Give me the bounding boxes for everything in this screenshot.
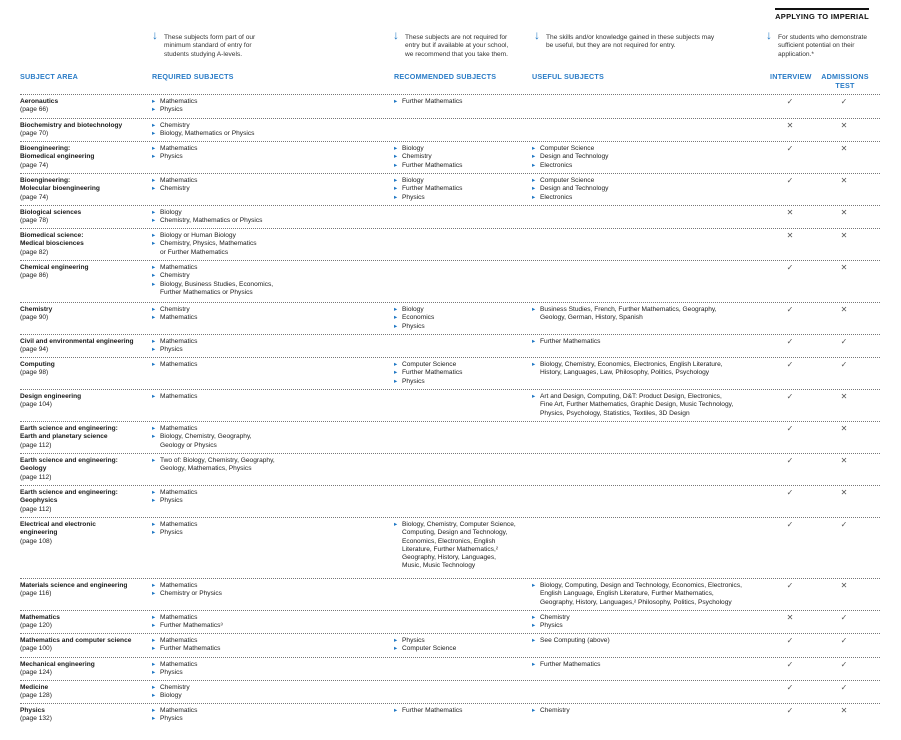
recommended-subjects-item: Economics, Electronics, English	[402, 537, 496, 545]
check-icon: ✓	[840, 683, 848, 692]
required-subjects-item: ▸ Mathematics	[152, 489, 384, 497]
check-icon: ✓	[786, 176, 794, 185]
subject-cell	[20, 177, 148, 202]
useful-subjects	[532, 177, 767, 202]
check-icon: ✓	[840, 660, 848, 669]
page-reference: (page 66)	[20, 106, 49, 114]
required-subjects	[152, 661, 384, 678]
note-interview: ↓ For students who demonstrate sufficient potential on their application.*	[766, 28, 868, 58]
required-subjects	[152, 457, 384, 474]
table-row	[20, 421, 880, 453]
table-row	[20, 485, 880, 517]
required-subjects	[152, 338, 384, 355]
required-subjects-item: ▸ Two of: Biology, Chemistry, Geography,	[152, 457, 384, 465]
subject-name: Aeronautics	[20, 98, 59, 105]
page-reference: (page 82)	[20, 248, 49, 256]
table-row	[20, 389, 880, 421]
recommended-subjects-item: Computing, Design and Technology,	[402, 529, 508, 537]
required-subjects-item: ▸ Further Mathematics	[152, 645, 384, 653]
recommended-subjects	[394, 521, 534, 571]
required-subjects-item: ▸ Biology, Business Studies, Economics,	[152, 281, 384, 289]
recommended-subjects-item: ▸ Biology	[394, 306, 534, 314]
cross-icon: ✕	[840, 305, 848, 314]
arrow-down-icon: ↓	[534, 28, 540, 42]
page-reference: (page 86)	[20, 272, 49, 280]
check-icon: ✓	[786, 488, 794, 497]
subject-cell	[20, 457, 148, 482]
subject-name: Computing	[20, 361, 55, 368]
required-subjects-item: ▸ Chemistry	[152, 122, 384, 130]
subject-cell	[20, 393, 148, 410]
useful-subjects	[532, 306, 767, 323]
recommended-subjects	[394, 306, 534, 331]
subject-name: Biomedical science:	[20, 232, 84, 239]
recommended-subjects-item: ▸ Physics	[394, 378, 534, 386]
table-row	[20, 703, 880, 727]
table-row	[20, 260, 880, 302]
recommended-subjects-item: ▸ Biology, Chemistry, Computer Science,	[394, 521, 534, 529]
useful-subjects-item: English Language, English Literature, Further Mathematics,	[540, 590, 714, 598]
header-interview: INTERVIEW	[770, 72, 812, 81]
required-subjects-item: ▸ Mathematics	[152, 145, 384, 153]
required-subjects-item: ▸ Mathematics	[152, 425, 384, 433]
required-subjects	[152, 209, 384, 226]
subject-name: Bioengineering:	[20, 177, 71, 184]
recommended-subjects-item: ▸ Biology	[394, 145, 534, 153]
required-subjects-item: ▸ Chemistry, Physics, Mathematics	[152, 240, 384, 248]
required-subjects	[152, 684, 384, 701]
required-subjects-item: ▸ Mathematics	[152, 98, 384, 106]
required-subjects-item: ▸ Further Mathematics³	[152, 622, 384, 630]
subject-cell	[20, 306, 148, 323]
recommended-subjects	[394, 145, 534, 170]
page-reference: (page 78)	[20, 217, 49, 225]
check-icon: ✓	[840, 360, 848, 369]
useful-subjects-item: ▸ Chemistry	[532, 614, 767, 622]
recommended-subjects-item: ▸ Further Mathematics	[394, 162, 534, 170]
arrow-down-icon: ↓	[766, 28, 772, 42]
cross-icon: ✕	[786, 121, 794, 130]
useful-subjects-item: ▸ Further Mathematics	[532, 338, 767, 346]
required-subjects-item: Geology, Mathematics, Physics	[160, 465, 252, 473]
cross-icon: ✕	[786, 208, 794, 217]
cross-icon: ✕	[840, 121, 848, 130]
table-row	[20, 302, 880, 334]
subject-cell	[20, 209, 148, 226]
required-subjects-item: ▸ Physics	[152, 715, 384, 723]
cross-icon: ✕	[786, 231, 794, 240]
required-subjects-item: ▸ Chemistry	[152, 306, 384, 314]
required-subjects-item: ▸ Physics	[152, 497, 384, 505]
subject-name: Geophysics	[20, 497, 58, 505]
required-subjects-item: ▸ Mathematics	[152, 582, 384, 590]
subject-cell	[20, 614, 148, 631]
check-icon: ✓	[786, 144, 794, 153]
page-reference: (page 90)	[20, 314, 49, 322]
required-subjects-item: ▸ Mathematics	[152, 361, 384, 369]
header-subject-area: SUBJECT AREA	[20, 72, 79, 81]
check-icon: ✓	[786, 520, 794, 529]
useful-subjects-item: ▸ Biology, Chemistry, Economics, Electronics, English Literature,	[532, 361, 767, 369]
useful-subjects-item: ▸ Business Studies, French, Further Mathematics, Geography,	[532, 306, 767, 314]
required-subjects-item: ▸ Chemistry	[152, 684, 384, 692]
cross-icon: ✕	[840, 581, 848, 590]
table-row	[20, 141, 880, 173]
useful-subjects-item: ▸ Chemistry	[532, 707, 767, 715]
required-subjects-item: ▸ Biology, Mathematics or Physics	[152, 130, 384, 138]
required-subjects-item: ▸ Mathematics	[152, 707, 384, 715]
required-subjects-item: or Further Mathematics	[160, 248, 229, 256]
table-row	[20, 94, 880, 118]
table-row	[20, 453, 880, 485]
subject-name: Geology	[20, 465, 47, 473]
required-subjects	[152, 614, 384, 631]
cross-icon: ✕	[840, 263, 848, 272]
required-subjects-item: ▸ Chemistry	[152, 272, 384, 280]
recommended-subjects-item: ▸ Further Mathematics	[394, 185, 534, 193]
subject-cell	[20, 521, 148, 546]
table-row	[20, 173, 880, 205]
required-subjects	[152, 98, 384, 115]
useful-subjects-item: ▸ Physics	[532, 622, 767, 630]
page-reference: (page 120)	[20, 622, 52, 630]
useful-subjects	[532, 393, 767, 418]
required-subjects	[152, 425, 384, 450]
cross-icon: ✕	[840, 424, 848, 433]
check-icon: ✓	[786, 636, 794, 645]
useful-subjects	[532, 145, 767, 170]
subject-name: Bioengineering:	[20, 145, 71, 152]
useful-subjects-item: Fine Art, Further Mathematics, Graphic Design, Music Technology,	[540, 401, 734, 409]
recommended-subjects-item: ▸ Computer Science	[394, 361, 534, 369]
subject-cell	[20, 232, 148, 257]
table-row	[20, 657, 880, 680]
useful-subjects-item: ▸ Art and Design, Computing, D&T: Product Design, Electronics,	[532, 393, 767, 401]
header-required: REQUIRED SUBJECTS	[152, 72, 234, 81]
table-row	[20, 118, 880, 141]
recommended-subjects-item: ▸ Further Mathematics	[394, 369, 534, 377]
subject-cell	[20, 582, 148, 599]
required-subjects-item: ▸ Mathematics	[152, 264, 384, 272]
required-subjects	[152, 361, 384, 369]
page-reference: (page 100)	[20, 645, 52, 653]
cross-icon: ✕	[786, 613, 794, 622]
required-subjects	[152, 145, 384, 162]
subject-cell	[20, 425, 148, 450]
subject-name: Biomedical engineering	[20, 153, 95, 161]
useful-subjects-item: ▸ Biology, Computing, Design and Technology, Economics, Electronics,	[532, 582, 767, 590]
recommended-subjects-item: Literature, Further Mathematics,²	[402, 545, 499, 553]
table-row	[20, 205, 880, 228]
subject-cell	[20, 361, 148, 378]
subject-cell	[20, 637, 148, 654]
subject-name: Medicine	[20, 684, 49, 691]
useful-subjects	[532, 582, 767, 607]
recommended-subjects-item: ▸ Biology	[394, 177, 534, 185]
subject-cell	[20, 338, 148, 355]
useful-subjects-item: ▸ Computer Science	[532, 145, 767, 153]
page-reference: (page 74)	[20, 193, 49, 201]
page-reference: (page 132)	[20, 715, 52, 723]
subject-name: Electrical and electronic	[20, 521, 96, 528]
check-icon: ✓	[840, 337, 848, 346]
page-reference: (page 70)	[20, 130, 49, 138]
recommended-subjects-item: Geography, History, Languages,	[402, 554, 496, 562]
recommended-subjects-item: Music, Music Technology	[402, 562, 476, 570]
page-reference: (page 94)	[20, 346, 49, 354]
required-subjects-item: ▸ Physics	[152, 106, 384, 114]
check-icon: ✓	[786, 706, 794, 715]
subject-name: Earth science and engineering:	[20, 425, 118, 432]
useful-subjects	[532, 614, 767, 631]
subject-name: Mathematics	[20, 614, 60, 621]
check-icon: ✓	[786, 581, 794, 590]
cross-icon: ✕	[840, 176, 848, 185]
subject-cell	[20, 145, 148, 170]
recommended-subjects-item: ▸ Further Mathematics	[394, 98, 534, 106]
subject-name: Mathematics and computer science	[20, 637, 132, 644]
required-subjects-item: ▸ Mathematics	[152, 177, 384, 185]
recommended-subjects	[394, 707, 534, 715]
required-subjects-item: ▸ Mathematics	[152, 393, 384, 401]
page-reference: (page 128)	[20, 692, 52, 700]
required-subjects	[152, 489, 384, 506]
recommended-subjects	[394, 177, 534, 202]
subject-cell	[20, 98, 148, 115]
table-row	[20, 228, 880, 260]
required-subjects-item: ▸ Mathematics	[152, 338, 384, 346]
required-subjects-item: ▸ Mathematics	[152, 521, 384, 529]
useful-subjects-item: History, Languages, Law, Philosophy, Politics, Psychology	[540, 369, 710, 377]
cross-icon: ✕	[840, 231, 848, 240]
required-subjects-item: ▸ Chemistry or Physics	[152, 590, 384, 598]
subject-name: Physics	[20, 707, 45, 714]
required-subjects-item: ▸ Mathematics	[152, 314, 384, 322]
recommended-subjects-item: ▸ Computer Science	[394, 645, 534, 653]
subject-name: Chemistry	[20, 306, 53, 313]
table-row	[20, 517, 880, 578]
table-row	[20, 680, 880, 703]
required-subjects-item: ▸ Biology, Chemistry, Geography,	[152, 433, 384, 441]
subject-cell	[20, 122, 148, 139]
note-required: ↓ These subjects form part of our minimum standard of entry for students studying A-levels.	[152, 28, 256, 58]
recommended-subjects-item: ▸ Chemistry	[394, 153, 534, 161]
required-subjects-item: ▸ Physics	[152, 669, 384, 677]
useful-subjects-item: Physics, Psychology, Statistics, Textiles, 3D Design	[540, 409, 690, 417]
page-reference: (page 74)	[20, 161, 49, 169]
page-reference: (page 112)	[20, 473, 52, 481]
subjects-table	[20, 94, 880, 727]
cross-icon: ✕	[840, 144, 848, 153]
recommended-subjects	[394, 98, 534, 106]
useful-subjects	[532, 637, 767, 645]
header-useful: USEFUL SUBJECTS	[532, 72, 604, 81]
page-reference: (page 112)	[20, 441, 52, 449]
check-icon: ✓	[786, 305, 794, 314]
useful-subjects-item: ▸ Electronics	[532, 162, 767, 170]
subject-cell	[20, 264, 148, 281]
useful-subjects-item: Geography, History, Languages,² Philosophy, Politics, Psychology	[540, 598, 732, 606]
page-reference: (page 108)	[20, 537, 52, 545]
recommended-subjects-item: ▸ Further Mathematics	[394, 707, 534, 715]
required-subjects-item: Geology or Physics	[160, 441, 217, 449]
useful-subjects-item: ▸ Computer Science	[532, 177, 767, 185]
subject-name: Earth science and engineering:	[20, 457, 118, 464]
subject-name: Civil and environmental engineering	[20, 338, 134, 345]
subject-name: Earth and planetary science	[20, 433, 108, 441]
page-reference: (page 112)	[20, 505, 52, 513]
required-subjects	[152, 707, 384, 724]
table-row	[20, 633, 880, 657]
useful-subjects	[532, 338, 767, 346]
required-subjects-item: ▸ Chemistry	[152, 185, 384, 193]
required-subjects	[152, 177, 384, 194]
recommended-subjects-item: ▸ Economics	[394, 314, 534, 322]
check-icon: ✓	[840, 636, 848, 645]
page-reference: (page 124)	[20, 669, 52, 677]
recommended-subjects	[394, 361, 534, 386]
required-subjects	[152, 521, 384, 538]
page-reference: (page 104)	[20, 401, 52, 409]
cross-icon: ✕	[840, 208, 848, 217]
useful-subjects	[532, 707, 767, 715]
required-subjects	[152, 264, 384, 297]
cross-icon: ✕	[840, 488, 848, 497]
check-icon: ✓	[840, 613, 848, 622]
check-icon: ✓	[786, 456, 794, 465]
required-subjects-item: ▸ Mathematics	[152, 637, 384, 645]
required-subjects	[152, 306, 384, 323]
subject-cell	[20, 661, 148, 678]
required-subjects	[152, 582, 384, 599]
subject-cell	[20, 489, 148, 514]
page-reference: (page 98)	[20, 369, 49, 377]
required-subjects	[152, 232, 384, 257]
useful-subjects-item: ▸ Design and Technology	[532, 153, 767, 161]
recommended-subjects-item: ▸ Physics	[394, 194, 534, 202]
header-recommended: RECOMMENDED SUBJECTS	[394, 72, 497, 81]
subject-name: engineering	[20, 529, 58, 537]
useful-subjects	[532, 661, 767, 669]
check-icon: ✓	[786, 360, 794, 369]
check-icon: ✓	[786, 97, 794, 106]
useful-subjects-item: ▸ Electronics	[532, 194, 767, 202]
useful-subjects	[532, 361, 767, 378]
required-subjects-item: ▸ Physics	[152, 529, 384, 537]
required-subjects	[152, 637, 384, 654]
required-subjects-item: ▸ Physics	[152, 153, 384, 161]
recommended-subjects-item: ▸ Physics	[394, 323, 534, 331]
check-icon: ✓	[786, 392, 794, 401]
subject-name: Molecular bioengineering	[20, 185, 100, 193]
subject-name: Biochemistry and biotechnology	[20, 122, 123, 129]
table-row	[20, 578, 880, 610]
cross-icon: ✕	[840, 706, 848, 715]
subject-name: Earth science and engineering:	[20, 489, 118, 496]
subject-name: Design engineering	[20, 393, 82, 400]
subject-name: Mechanical engineering	[20, 661, 95, 668]
required-subjects	[152, 122, 384, 139]
subject-name: Materials science and engineering	[20, 582, 128, 589]
useful-subjects-item: ▸ Further Mathematics	[532, 661, 767, 669]
check-icon: ✓	[840, 97, 848, 106]
table-row	[20, 610, 880, 633]
check-icon: ✓	[786, 683, 794, 692]
cross-icon: ✕	[840, 392, 848, 401]
required-subjects-item: ▸ Biology	[152, 692, 384, 700]
recommended-subjects	[394, 637, 534, 654]
table-row	[20, 334, 880, 357]
required-subjects	[152, 393, 384, 401]
required-subjects-item: Further Mathematics or Physics	[160, 288, 253, 296]
useful-subjects-item: Geology, German, History, Spanish	[540, 314, 643, 322]
note-recommended: ↓ These subjects are not required for entry but if available at your school, we recommend that you take them.	[393, 28, 509, 58]
required-subjects-item: ▸ Chemistry, Mathematics or Physics	[152, 217, 384, 225]
arrow-down-icon: ↓	[152, 28, 158, 42]
required-subjects-item: ▸ Biology	[152, 209, 384, 217]
section-tag: APPLYING TO IMPERIAL	[775, 8, 869, 21]
subject-name: Medical biosciences	[20, 240, 84, 248]
subject-cell	[20, 707, 148, 724]
useful-subjects-item: ▸ See Computing (above)	[532, 637, 767, 645]
page-reference: (page 116)	[20, 590, 52, 598]
subject-name: Chemical engineering	[20, 264, 89, 271]
required-subjects-item: ▸ Biology or Human Biology	[152, 232, 384, 240]
note-useful: ↓ The skills and/or knowledge gained in these subjects may be useful, but they are not required for entry.	[534, 28, 715, 50]
required-subjects-item: ▸ Mathematics	[152, 614, 384, 622]
table-row	[20, 357, 880, 389]
arrow-down-icon: ↓	[393, 28, 399, 42]
required-subjects-item: ▸ Physics	[152, 346, 384, 354]
header-admissions-test: ADMISSIONS TEST	[821, 72, 869, 90]
subject-name: Biological sciences	[20, 209, 82, 216]
required-subjects-item: ▸ Mathematics	[152, 661, 384, 669]
check-icon: ✓	[786, 424, 794, 433]
subject-cell	[20, 684, 148, 701]
check-icon: ✓	[786, 263, 794, 272]
check-icon: ✓	[786, 660, 794, 669]
cross-icon: ✕	[840, 456, 848, 465]
check-icon: ✓	[840, 520, 848, 529]
useful-subjects-item: ▸ Design and Technology	[532, 185, 767, 193]
recommended-subjects-item: ▸ Physics	[394, 637, 534, 645]
check-icon: ✓	[786, 337, 794, 346]
